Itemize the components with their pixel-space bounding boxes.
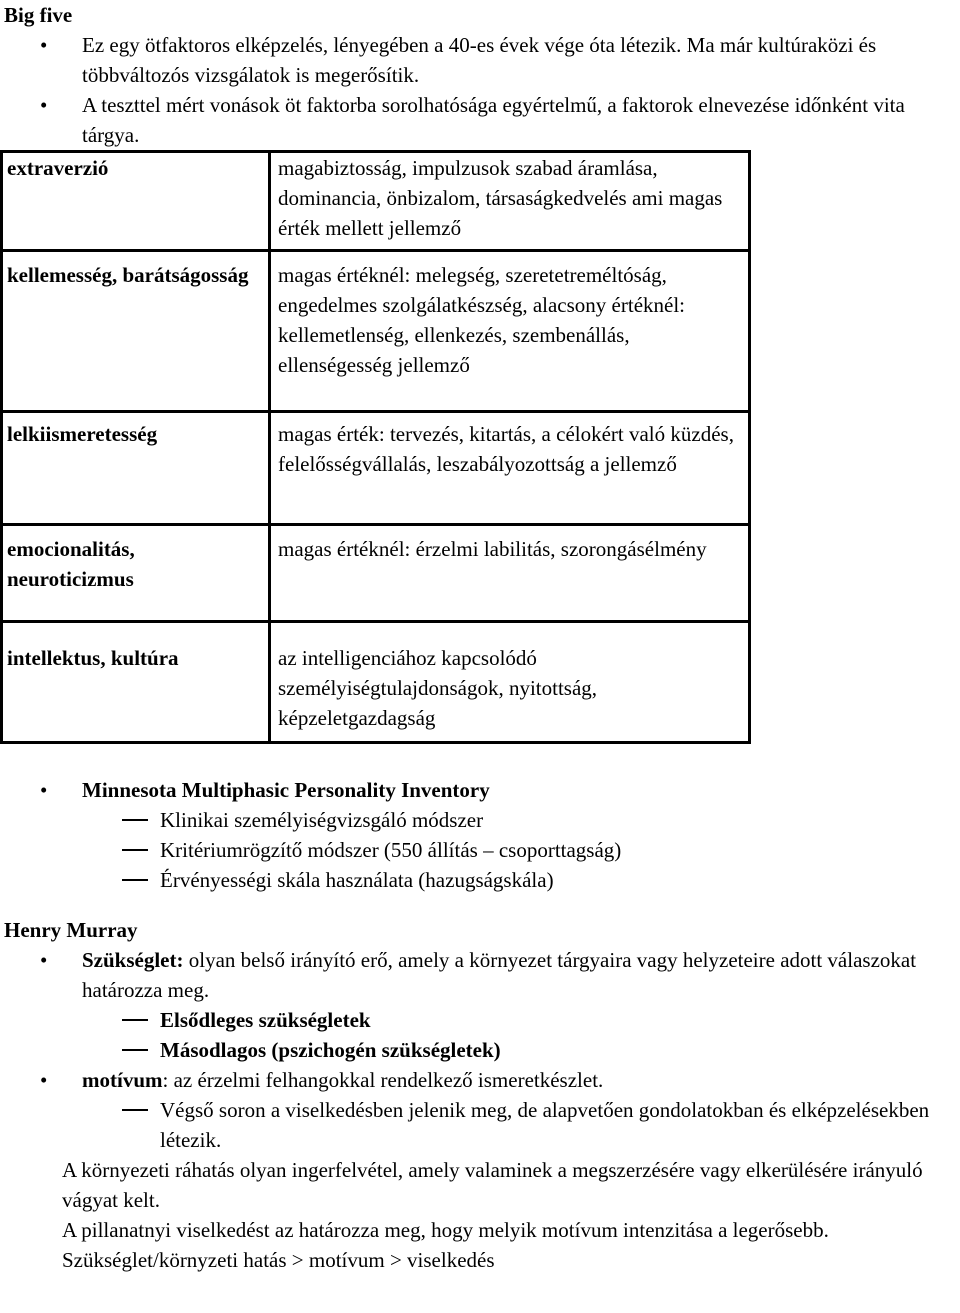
mmpi-item: Kritériumrögzítő módszer (550 állítás – csoporttagság) <box>0 835 960 865</box>
big-five-heading: Big five <box>4 3 73 27</box>
factor-name: intellektus, kultúra <box>2 622 270 743</box>
mmpi-item: Érvényességi skála használata (hazugságskála) <box>0 865 960 895</box>
need-item <box>0 1035 960 1065</box>
need-text: olyan belső irányító erő, amely a környezet tárgyaira vagy helyzeteire adott válaszokat határozza meg. <box>82 948 917 1002</box>
factor-name: kellemesség, barátságosság <box>2 251 270 412</box>
factor-name: emocionalitás, neuroticizmus <box>2 525 270 622</box>
mmpi-bullet <box>0 775 960 805</box>
mmpi-title: Minnesota Multiphasic Personality Inventory <box>82 778 490 802</box>
paragraph: A pillanatnyi viselkedést az határozza meg, hogy melyik motívum intenzitása a legerősebb. <box>62 1218 829 1242</box>
table-row <box>2 152 750 251</box>
factor-name: lelkiismeretesség <box>2 412 270 525</box>
factor-description: az intelligenciához kapcsolódó személyiségtulajdonságok, nyitottság, képzeletgazdagság <box>270 622 750 743</box>
motive-bullet <box>0 1065 960 1095</box>
mmpi-item: Klinikai személyiségvizsgáló módszer <box>0 805 960 835</box>
table-row <box>2 525 750 622</box>
factor-description: magas érték: tervezés, kitartás, a célokért való küzdés, felelősségvállalás, leszabályozottság a jellemző <box>270 412 750 525</box>
big-five-table <box>0 150 751 744</box>
need-item-label: Másodlagos (pszichogén szükségletek) <box>160 1038 501 1062</box>
factor-description: magabiztosság, impulzusok szabad áramlása, dominancia, önbizalom, társaságkedvelés ami magas érték mellett jellemző <box>270 152 750 251</box>
table-row <box>2 622 750 743</box>
need-item <box>0 1005 960 1035</box>
need-item-label: Elsődleges szükségletek <box>160 1008 371 1032</box>
table-row <box>2 251 750 412</box>
paragraph: A környezeti ráhatás olyan ingerfelvétel, amely valaminek a megszerzésére vagy elkerülésére irányuló vágyat kelt. <box>62 1158 923 1212</box>
factor-name: extraverzió <box>2 152 270 251</box>
motive-item: Végső soron a viselkedésben jelenik meg, de alapvetően gondolatokban és elképzelésekben létezik. <box>0 1095 960 1155</box>
motive-text: : az érzelmi felhangokkal rendelkező ismeretkészlet. <box>162 1068 604 1092</box>
big-five-section <box>0 0 960 150</box>
lower-section <box>0 775 960 1275</box>
factor-description: magas értéknél: melegség, szeretetreméltóság, engedelmes szolgálatkészség, alacsony értéknél: kellemetlenség, ellenkezés, szembenállás, ellenségesség jellemző <box>270 251 750 412</box>
motive-term: motívum <box>82 1068 163 1092</box>
factor-description: magas értéknél: érzelmi labilitás, szorongásélmény <box>270 525 750 622</box>
paragraph: Szükséglet/környzeti hatás > motívum > viselkedés <box>62 1248 495 1272</box>
need-term: Szükséglet: <box>82 948 184 972</box>
murray-heading: Henry Murray <box>4 918 138 942</box>
need-bullet <box>0 945 960 1005</box>
table-row <box>2 412 750 525</box>
big-five-bullet-1: • Ez egy ötfaktoros elképzelés, lényegében a 40-es évek vége óta létezik. Ma már kultúraközi és többváltozós vizsgálatok is megerősítik. <box>0 30 960 90</box>
big-five-bullet-2: • A teszttel mért vonások öt faktorba sorolhatósága egyértelmű, a faktorok elnevezése időnként vita tárgya. <box>0 90 960 150</box>
